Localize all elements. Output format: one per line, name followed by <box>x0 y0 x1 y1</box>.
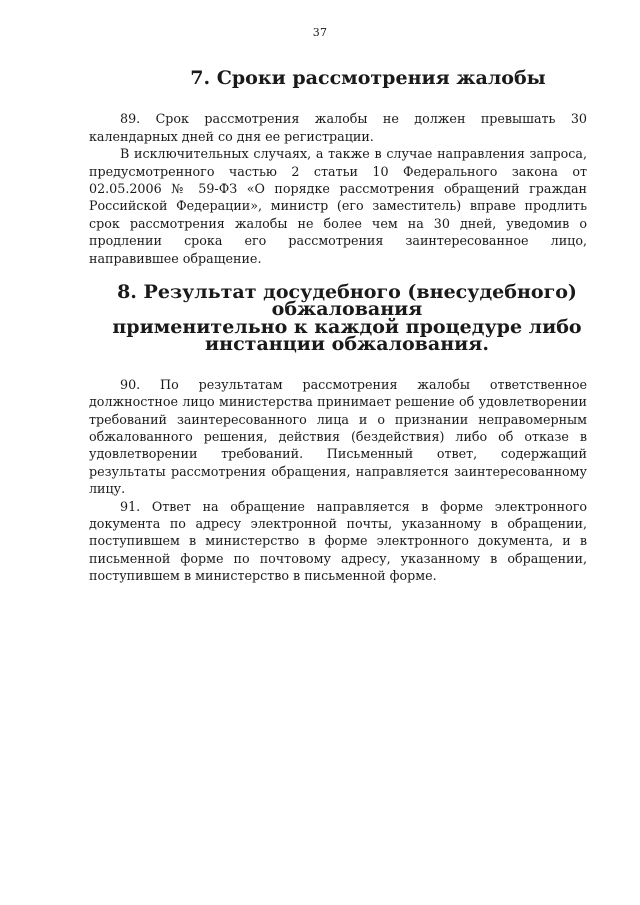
page-number: 37 <box>312 26 328 39</box>
section-8-heading-line-1: 8. Результат досудебного (внесудебного) обжалования <box>117 281 577 321</box>
section-8-heading-line-2: применительно к каждой процедуре либо инстанции обжалования. <box>112 315 582 356</box>
section-7-heading: 7. Сроки рассмотрения жалобы <box>190 67 546 89</box>
section-8-heading <box>89 281 587 356</box>
paragraph-91: 91. Ответ на обращение направляется в форме электронного документа по адресу электронной почты, указанному в обращении, поступившем в министерство в форме электронного документа, и в письменной форме по почтовому адресу, указанному в обращении, поступившем в министерство в письменной форме. <box>89 498 587 584</box>
paragraph-89-extension: В исключительных случаях, а также в случае направления запроса, предусмотренного частью 2 статьи 10 Федерального закона от 02.05.2006 № 59-ФЗ «О порядке рассмотрения обращений граждан Российской Федерации», министр (его заместитель) вправе продлить срок рассмотрения жалобы не более чем на 30 дней, уведомив о продлении срока его рассмотрения заинтересованное лицо, направившее обращение. <box>89 146 587 266</box>
paragraph-90: 90. По результатам рассмотрения жалобы ответственное должностное лицо министерства принимает решение об удовлетворении требований заинтересованного лица и о признании неправомерным обжалованного решения, действия (бездействия) либо об отказе в удовлетворении требований. Письменный ответ, содержащий результаты рассмотрения обращения, направляется заинтересованному лицу. <box>89 376 587 497</box>
paragraph-89: 89. Срок рассмотрения жалобы не должен превышать 30 календарных дней со дня ее регистрации. <box>89 111 587 144</box>
document-body <box>89 64 587 585</box>
